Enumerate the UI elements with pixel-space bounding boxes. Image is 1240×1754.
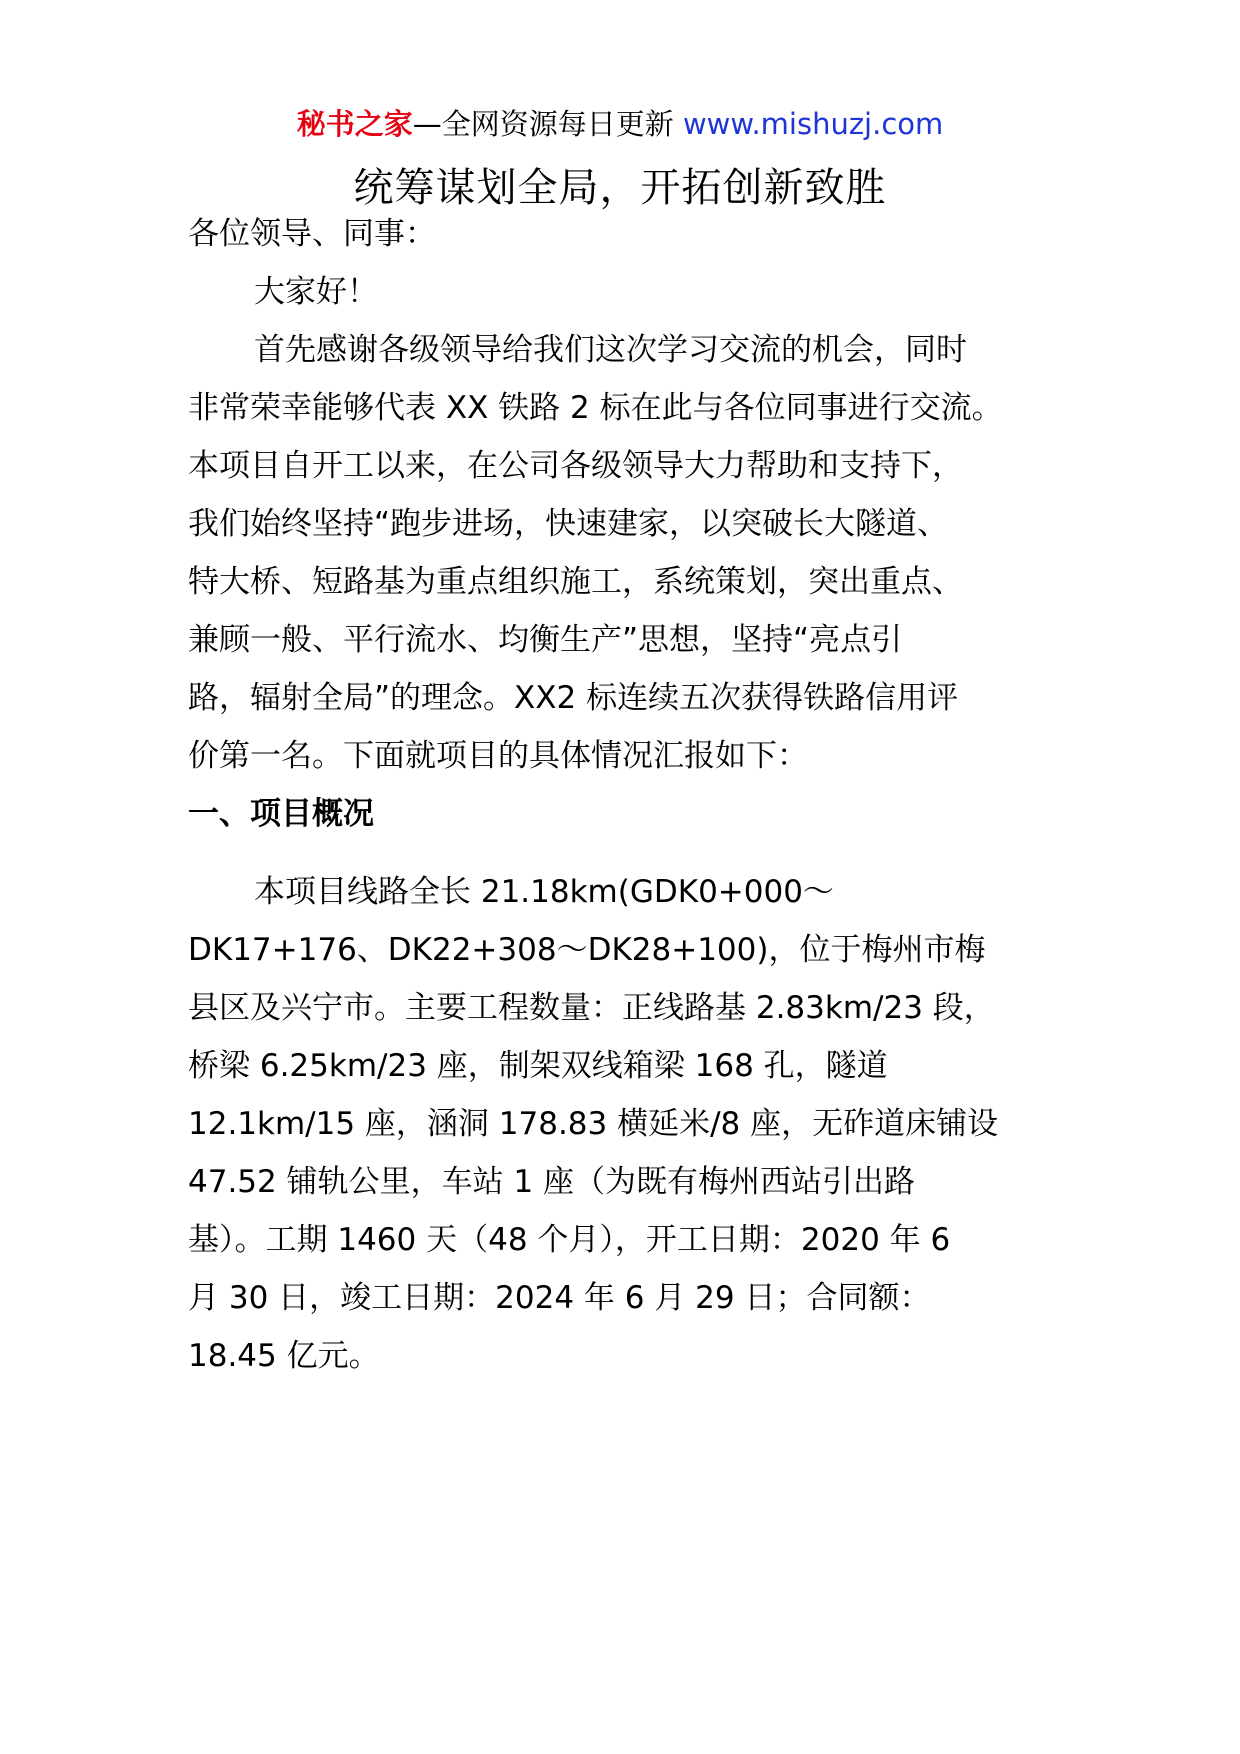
section-line: 桥梁 6.25km/23 座，制架双线箱梁 168 孔，隧道 (188, 1048, 888, 1084)
intro-line: 本项目自开工以来，在公司各级领导大力帮助和支持下， (188, 448, 963, 484)
section-line: 本项目线路全长 21.18km(GDK0+000～ (254, 874, 834, 910)
intro-line: 非常荣幸能够代表 XX 铁路 2 标在此与各位同事进行交流。 (188, 390, 1003, 426)
brand-name: 秘书之家 (296, 107, 413, 141)
section-line: DK17+176、DK22+308～DK28+100)，位于梅州市梅 (188, 932, 986, 968)
section-line: 18.45 亿元。 (188, 1338, 380, 1374)
greeting: 大家好！ (254, 274, 378, 310)
section-line: 县区及兴宁市。主要工程数量：正线路基 2.83km/23 段， (188, 990, 995, 1026)
section-line: 47.52 铺轨公里，车站 1 座（为既有梅州西站引出路 (188, 1164, 916, 1200)
site-tagline: —全网资源每日更新 (412, 107, 674, 141)
salutation: 各位领导、同事： (188, 216, 436, 252)
section-line: 月 30 日，竣工日期：2024 年 6 月 29 日；合同额： (188, 1280, 931, 1316)
section-heading: 一、项目概况 (188, 796, 374, 832)
intro-line: 兼顾一般、平行流水、均衡生产”思想，坚持“亮点引 (188, 622, 903, 658)
section-line: 基）。工期 1460 天（48 个月），开工日期：2020 年 6 (188, 1222, 951, 1258)
intro-line: 路，辐射全局”的理念。XX2 标连续五次获得铁路信用评 (188, 680, 959, 716)
site-header (0, 102, 1240, 146)
site-url-link[interactable]: www.mishuzj.com (682, 107, 944, 141)
intro-line: 我们始终坚持“跑步进场，快速建家，以突破长大隧道、 (188, 506, 949, 542)
document-title: 统筹谋划全局，开拓创新致胜 (353, 165, 887, 211)
section-line: 12.1km/15 座，涵洞 178.83 横延米/8 座，无砟道床铺设 (188, 1106, 999, 1142)
intro-line: 特大桥、短路基为重点组织施工，系统策划，突出重点、 (188, 564, 963, 600)
intro-line: 首先感谢各级领导给我们这次学习交流的机会，同时 (254, 332, 967, 368)
intro-line: 价第一名。下面就项目的具体情况汇报如下： (188, 738, 808, 774)
